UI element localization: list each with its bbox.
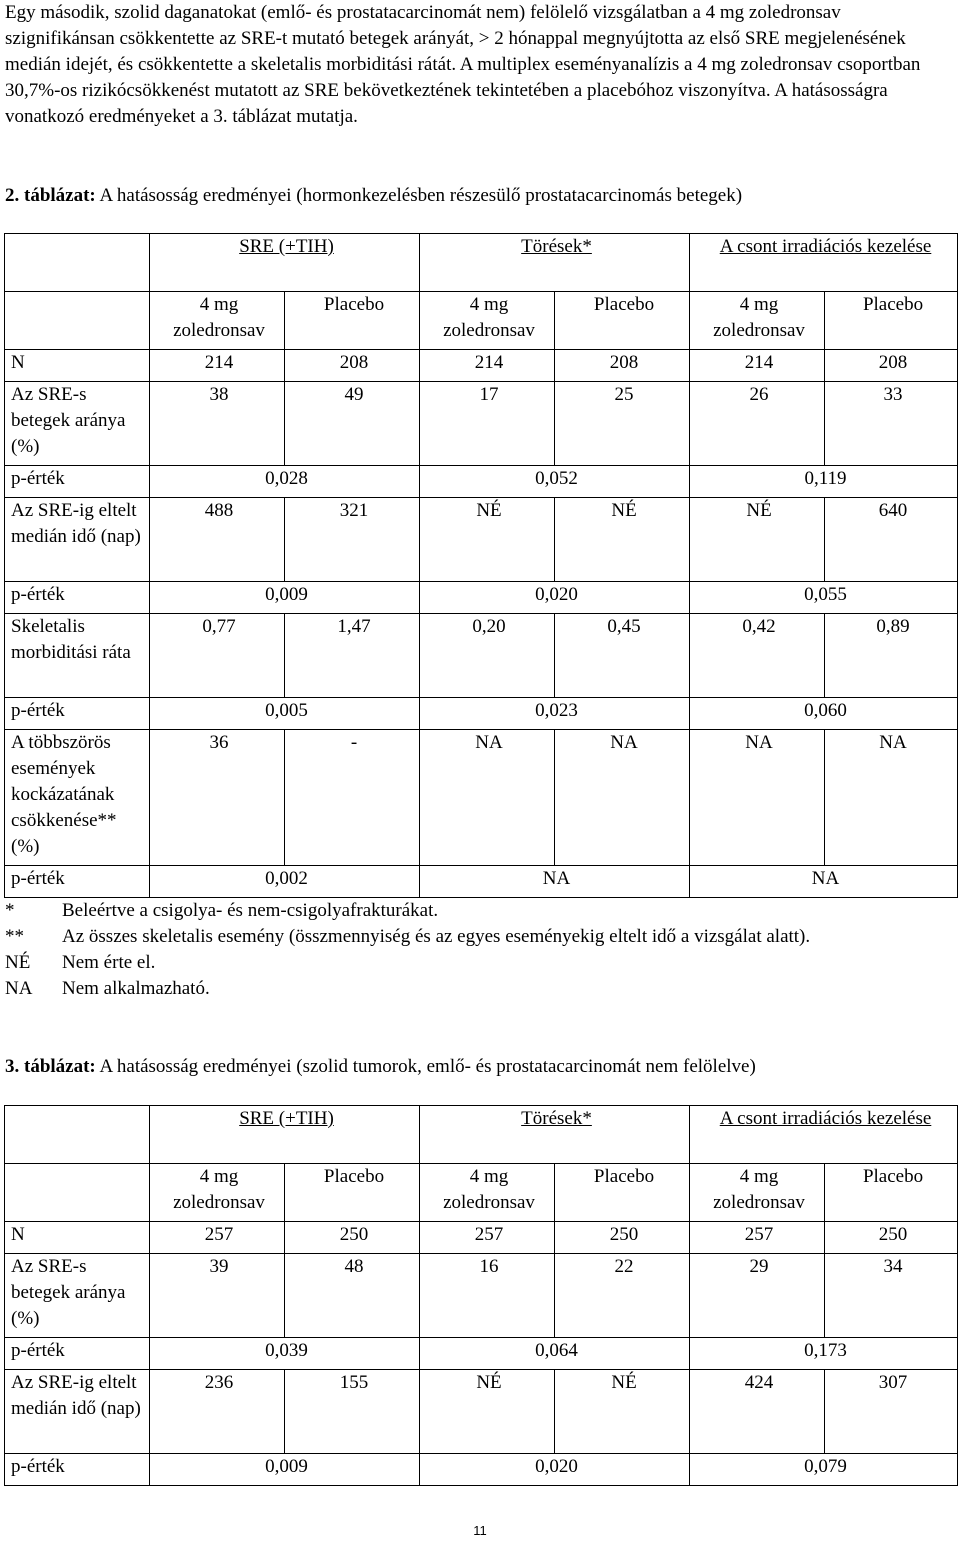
row-label: Az SRE-ig eltelt medián idő (nap)	[5, 498, 150, 582]
p-value-label: p-érték	[5, 466, 150, 498]
table-row	[5, 1370, 958, 1454]
p-value-label: p-érték	[5, 1338, 150, 1370]
value-cell: 208	[555, 350, 690, 382]
footnote-symbol: *	[5, 900, 15, 921]
value-cell: 250	[825, 1222, 958, 1254]
value-cell: 257	[690, 1222, 825, 1254]
value-cell: NÉ	[420, 498, 555, 582]
p-value-cell: 0,023	[420, 698, 690, 730]
p-value-cell: 0,020	[420, 582, 690, 614]
value-cell: 1,47	[285, 614, 420, 698]
group-header-text: SRE (+TIH)	[239, 236, 334, 257]
subheader-cell: 4 mg zoledronsav	[690, 1164, 825, 1222]
p-value-cell: 0,009	[150, 1454, 420, 1486]
table-row	[5, 1254, 958, 1338]
value-cell: 33	[825, 382, 958, 466]
value-cell: 34	[825, 1254, 958, 1338]
corner-cell	[5, 1106, 150, 1164]
group-header	[150, 1106, 420, 1164]
subheader-cell: Placebo	[285, 292, 420, 350]
table-row	[5, 730, 958, 866]
value-cell: 214	[150, 350, 285, 382]
group-header-text: A csont irradiációs kezelése	[719, 236, 932, 257]
footnote-text: Nem érte el.	[62, 952, 156, 973]
intro-paragraph: Egy második, szolid daganatokat (emlő- és prostatacarcinomát nem) felölelő vizsgálatban a 4 mg zoledronsav szignifikánsan csökkentette az SRE-t mutató betegek arányát, > 2 hónappal megnyújtotta az első SRE megjelenésének medián idejét, és csökkentette a skeletalis morbiditási rátát. A multiplex eseményanalízis a 4 mg zoledronsav csoportban 30,7%-os rizikócsökkenést mutatott az SRE bekövetkeztének tekintetében a placebóhoz viszonyítva. A hatásosságra vonatkozó eredményeket a 3. táblázat mutatja.	[5, 2, 921, 127]
footnote-symbol: NÉ	[5, 952, 31, 973]
value-cell: NÉ	[690, 498, 825, 582]
p-value-cell: 0,005	[150, 698, 420, 730]
corner-cell	[5, 1164, 150, 1222]
value-cell: 250	[285, 1222, 420, 1254]
p-value-cell: 0,119	[690, 466, 958, 498]
p-value-cell: 0,002	[150, 866, 420, 898]
footnote-symbol: **	[5, 926, 24, 947]
subheader-cell: 4 mg zoledronsav	[420, 292, 555, 350]
value-cell: 16	[420, 1254, 555, 1338]
table3-caption-number: 3. táblázat:	[5, 1056, 96, 1077]
value-cell: 214	[690, 350, 825, 382]
value-cell: 0,89	[825, 614, 958, 698]
subheader-cell: Placebo	[555, 292, 690, 350]
group-header	[690, 1106, 958, 1164]
p-value-cell: 0,052	[420, 466, 690, 498]
value-cell: NÉ	[555, 1370, 690, 1454]
p-value-cell: 0,173	[690, 1338, 958, 1370]
value-cell: 424	[690, 1370, 825, 1454]
value-cell: 26	[690, 382, 825, 466]
value-cell: 0,45	[555, 614, 690, 698]
group-header-text: A csont irradiációs kezelése	[719, 1108, 932, 1129]
table-row	[5, 382, 958, 466]
value-cell: NÉ	[555, 498, 690, 582]
value-cell: 0,42	[690, 614, 825, 698]
table-row	[5, 498, 958, 582]
p-value-cell: NA	[690, 866, 958, 898]
value-cell: 0,20	[420, 614, 555, 698]
subheader-cell: 4 mg zoledronsav	[150, 292, 285, 350]
footnote	[5, 976, 950, 1002]
p-value-cell: 0,028	[150, 466, 420, 498]
subheader-row	[5, 292, 958, 350]
table-row	[5, 614, 958, 698]
p-value-label: p-érték	[5, 1454, 150, 1486]
value-cell: 250	[555, 1222, 690, 1254]
p-value-label: p-érték	[5, 866, 150, 898]
table2-caption-number: 2. táblázat:	[5, 185, 96, 206]
p-value-label: p-érték	[5, 582, 150, 614]
corner-cell	[5, 234, 150, 292]
group-header	[690, 234, 958, 292]
subheader-cell: 4 mg zoledronsav	[690, 292, 825, 350]
value-cell: 22	[555, 1254, 690, 1338]
value-cell: 321	[285, 498, 420, 582]
value-cell: NA	[420, 730, 555, 866]
p-value-row	[5, 1454, 958, 1486]
p-value-cell: 0,055	[690, 582, 958, 614]
p-value-cell: 0,060	[690, 698, 958, 730]
footnote	[5, 898, 950, 924]
table2-caption-text: A hatásosság eredményei (hormonkezelésben részesülő prostatacarcinomás betegek)	[95, 185, 743, 206]
subheader-cell: Placebo	[825, 292, 958, 350]
footnote-text: Az összes skeletalis esemény (összmennyiség és az egyes eseményekig eltelt idő a vizsgálat alatt).	[62, 926, 811, 947]
p-value-cell: 0,009	[150, 582, 420, 614]
value-cell: 236	[150, 1370, 285, 1454]
value-cell: 307	[825, 1370, 958, 1454]
footnote	[5, 950, 950, 976]
value-cell: 25	[555, 382, 690, 466]
row-label: Skeletalis morbiditási ráta	[5, 614, 150, 698]
value-cell: NA	[690, 730, 825, 866]
table-row	[5, 350, 958, 382]
p-value-row	[5, 698, 958, 730]
table-row	[5, 1222, 958, 1254]
footnote-text: Nem alkalmazható.	[62, 978, 210, 999]
footnotes	[5, 898, 950, 1002]
p-value-cell: 0,020	[420, 1454, 690, 1486]
subheader-row	[5, 1164, 958, 1222]
group-header	[150, 234, 420, 292]
value-cell: 257	[150, 1222, 285, 1254]
value-cell: 48	[285, 1254, 420, 1338]
value-cell: 0,77	[150, 614, 285, 698]
value-cell: 208	[285, 350, 420, 382]
table3-caption-text: A hatásosság eredményei (szolid tumorok, emlő- és prostatacarcinomát nem felölelve)	[95, 1056, 756, 1077]
value-cell: 214	[420, 350, 555, 382]
table3-caption	[5, 1054, 756, 1080]
row-label: Az SRE-ig eltelt medián idő (nap)	[5, 1370, 150, 1454]
p-value-row	[5, 582, 958, 614]
group-header	[420, 234, 690, 292]
subheader-cell: Placebo	[285, 1164, 420, 1222]
footnote-text: Beleértve a csigolya- és nem-csigolyafrakturákat.	[62, 900, 439, 921]
p-value-cell: 0,079	[690, 1454, 958, 1486]
subheader-cell: Placebo	[825, 1164, 958, 1222]
subheader-cell: Placebo	[555, 1164, 690, 1222]
group-header-text: Törések*	[521, 1108, 592, 1129]
footnote	[5, 924, 950, 950]
value-cell: NA	[555, 730, 690, 866]
subheader-cell: 4 mg zoledronsav	[150, 1164, 285, 1222]
value-cell: 155	[285, 1370, 420, 1454]
value-cell: 49	[285, 382, 420, 466]
row-label: N	[5, 1222, 150, 1254]
p-value-cell: 0,064	[420, 1338, 690, 1370]
group-header-row	[5, 234, 958, 292]
group-header-row	[5, 1106, 958, 1164]
p-value-cell: 0,039	[150, 1338, 420, 1370]
row-label: N	[5, 350, 150, 382]
value-cell: 257	[420, 1222, 555, 1254]
value-cell: 17	[420, 382, 555, 466]
page-number: 11	[473, 1523, 487, 1538]
p-value-cell: NA	[420, 866, 690, 898]
group-header-text: Törések*	[521, 236, 592, 257]
value-cell: 488	[150, 498, 285, 582]
value-cell: 208	[825, 350, 958, 382]
corner-cell	[5, 292, 150, 350]
footnote-symbol: NA	[5, 978, 33, 999]
value-cell: 38	[150, 382, 285, 466]
table2-caption	[5, 183, 742, 209]
row-label: Az SRE-s betegek aránya (%)	[5, 1254, 150, 1338]
value-cell: NÉ	[420, 1370, 555, 1454]
table2	[4, 233, 958, 898]
row-label: A többszörös események kockázatának csökkenése** (%)	[5, 730, 150, 866]
p-value-row	[5, 866, 958, 898]
value-cell: 36	[150, 730, 285, 866]
table3	[4, 1105, 958, 1486]
p-value-row	[5, 466, 958, 498]
value-cell: 39	[150, 1254, 285, 1338]
group-header	[420, 1106, 690, 1164]
subheader-cell: 4 mg zoledronsav	[420, 1164, 555, 1222]
p-value-label: p-érték	[5, 698, 150, 730]
value-cell: NA	[825, 730, 958, 866]
group-header-text: SRE (+TIH)	[239, 1108, 334, 1129]
row-label: Az SRE-s betegek aránya (%)	[5, 382, 150, 466]
value-cell: 29	[690, 1254, 825, 1338]
value-cell: -	[285, 730, 420, 866]
value-cell: 640	[825, 498, 958, 582]
p-value-row	[5, 1338, 958, 1370]
